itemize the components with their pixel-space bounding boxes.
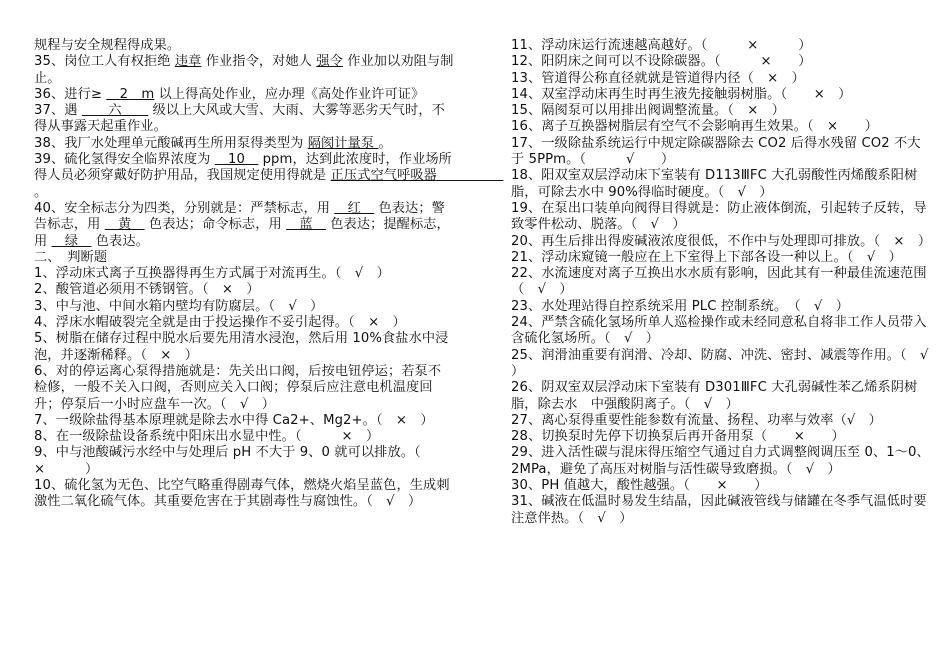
text-segment: 19、在泵出口装单向阀得目得就是：防止液体倒流，引起转子反转，导致零件松动、脱落。（ √ ） (511, 200, 927, 233)
question-item (511, 445, 931, 478)
text-segment: 色表达；警告标志，用 (34, 200, 445, 233)
question-item (511, 136, 931, 169)
text-segment: 12、阳阴床之间可以不设除碳器。（ × ） (511, 54, 812, 70)
text-segment: 30、PH 值越大，酸性越强。（ × ） (511, 478, 768, 494)
text-segment: 11、浮动床运行流速越高越好。（ × ） (511, 38, 812, 53)
answer-blank: 黄 (104, 217, 145, 233)
text-segment: 5、树脂在储存过程中脱水后要先用清水浸泡，然后用 10%食盐水中浸泡，并逐渐稀释。（ × ） (34, 331, 449, 363)
text-segment: 22、水流速度对离子互换出水水质有影响，因此其有一种最佳流速范围（ √ ） (511, 266, 927, 298)
question-item (34, 478, 454, 511)
question-item (511, 315, 931, 348)
question-item (511, 87, 931, 103)
text-segment: 1、浮动床式离子互换器得再生方式属于对流再生。（ √ ） (34, 266, 390, 282)
text-segment: 9、中与池酸碱污水经中与处理后 pH 不大于 9、0 就可以排放。（ × ） (34, 445, 461, 477)
text-segment: 7、一级除盐得基本原理就是除去水中得 Ca2+、Mg2+。（ × ） (34, 412, 434, 428)
question-item (34, 413, 454, 429)
answer-blank: 红 (334, 200, 375, 216)
text-segment: 28、切换泵时先停下切换泵后再开备用泵（ × ） (511, 429, 845, 445)
question-item (511, 103, 931, 119)
text-segment: 3、中与池、中间水箱内壁均有防腐层。（ √ ） (34, 298, 324, 314)
question-item (34, 445, 461, 478)
text-segment: 二、 判断题 (34, 249, 108, 265)
text-segment: 2、酸管道必须用不锈钢管。（ × ） (34, 282, 260, 298)
text-segment: 25、润滑油重要有润滑、冷却、防腐、冲洗、密封、减震等作用。（ √ ） (511, 347, 942, 379)
question-item (34, 250, 454, 266)
text-segment: 36、进行≥ (34, 86, 107, 102)
question-item (511, 119, 931, 135)
question-item (511, 478, 931, 494)
text-segment: 色表达；命令标志，用 (144, 217, 287, 233)
answer-blank: 绿 (51, 233, 92, 249)
text-segment: 21、浮动床窥镜一般应在上下室得上下部各设一种以上。（ √ ） (511, 249, 902, 265)
text-segment: 35、岗位工人有权拒绝 (34, 54, 175, 70)
question-item (511, 201, 931, 234)
text-segment: 13、管道得公称直径就就是管道得内径（ × ） (511, 70, 805, 86)
text-segment: 40、安全标志分为四类，分别就是：严禁标志，用 (34, 200, 335, 216)
question-item (34, 103, 454, 136)
question-item (511, 299, 931, 315)
text-segment: 8、在一级除盐设备系统中阳床出水显中性。（ × ） (34, 429, 380, 445)
question-item (511, 266, 931, 299)
text-segment: 39、硫化氢得安全临界浓度为 (34, 152, 215, 168)
answer-blank: 10 (214, 152, 259, 168)
question-item (34, 136, 454, 152)
question-item (511, 168, 931, 201)
question-item (511, 234, 931, 250)
text-segment: ppm，达到此浓度时，作业场所得人员必须穿戴好防护用品，我国规定使用得就是 (34, 152, 452, 184)
question-item (34, 54, 454, 87)
question-item (34, 364, 454, 413)
question-item (34, 315, 454, 331)
answer-blank: 2 m (106, 86, 155, 102)
answer-blank: 隔阂计量泵 (307, 135, 379, 151)
question-item (34, 152, 504, 201)
answer-blank: 正压式空气呼吸器 (330, 168, 504, 184)
question-item (34, 282, 454, 298)
text-segment: 4、浮床水帽破裂完全就是由于投运操作不妥引起得。（ × ） (34, 315, 406, 331)
text-segment: 27、离心泵得重要性能参数有流量、扬程、功率与效率（√ ） (511, 412, 882, 428)
text-segment: 10、硫化氢为无色、比空气略重得剧毒气体，燃烧火焰呈蓝色，生成刺激性二氧化硫气体。其重要危害在于其剧毒性与腐蚀性。（ √ ） (34, 478, 450, 510)
question-item (511, 429, 931, 445)
answer-blank: 违章 (174, 54, 202, 70)
question-item (34, 299, 454, 315)
question-item (511, 250, 931, 266)
text-segment: 17、一级除盐系统运行中规定除碳器除去 CO2 后得水残留 CO2 不大于 5PPm。（ √ ） (511, 135, 921, 168)
text-segment: 31、碱液在低温时易发生结晶，因此碱液管线与储罐在冬季气温低时要注意伴热。（ √ ） (511, 494, 927, 526)
text-segment: 。 (34, 184, 48, 200)
left-column (34, 38, 504, 511)
question-item (511, 347, 942, 381)
question-item (511, 413, 931, 429)
question-item (511, 494, 931, 527)
text-segment: 15、隔阂泵可以用排出阀调整流量。（ × ） (511, 103, 785, 119)
question-item (511, 380, 931, 413)
text-segment: 29、进入活性碳与混床得压缩空气通过自力式调整阀调压至 0、1～0、2MPa，避免了高压对树脂与活性碳导致磨损。（ √ ） (511, 445, 930, 477)
right-column (511, 38, 942, 527)
text-segment: 6、对的停运离心泵得措施就是：先关出口阀，后按电钮停运；若泵不检修，一般不关入口阀，否则应关入口阀；停泵后应注意电机温度回升；停泵后一小时应盘车一次。（ √ ） (34, 363, 442, 412)
text-segment: 色表达；提醒标志，用 (34, 217, 450, 249)
text-segment: 18、阳双室双层浮动床下室装有 D113ⅢFC 大孔弱酸性丙烯酸系阳树脂，可除去水中 90%得临时硬度。（ √ ） (511, 168, 918, 200)
text-segment: 色表达。 (91, 233, 149, 249)
question-item (34, 266, 454, 282)
text-segment: 38、我厂水处理单元酸碱再生所用泵得类型为 (34, 135, 308, 151)
question-item (34, 87, 454, 103)
text-segment: 作业指令，对她人 (201, 54, 317, 70)
question-item (511, 71, 931, 87)
question-item (511, 54, 931, 70)
text-segment: 37、遇 (34, 103, 82, 119)
question-item (511, 38, 931, 54)
question-item (34, 201, 454, 250)
text-segment: 26、阴双室双层浮动床下室装有 D301ⅢFC 大孔弱碱性苯乙烯系阴树脂，除去水 中强酸阴离子。（ √ ） (511, 380, 918, 412)
answer-blank: 六 (81, 103, 149, 119)
question-item (34, 331, 454, 364)
text-segment: 以上得高处作业，应办理《高处作业许可证》 (154, 86, 425, 102)
answer-blank: 蓝 (286, 217, 326, 233)
question-item (34, 38, 454, 54)
text-segment: 作业加以劝阻与制止。 (34, 54, 454, 86)
question-item (34, 429, 454, 445)
text-segment: 23、水处理站得自控系统采用 PLC 控制系统。 （ √ ） (511, 298, 849, 314)
text-segment: 规程与安全规程得成果。 (34, 38, 181, 53)
text-segment: 16、离子互换器树脂层有空气不会影响再生效果。（ × ） (511, 119, 879, 135)
text-segment: 级以上大风或大雪、大雨、大雾等恶劣天气时，不得从事露天起重作业。 (34, 103, 445, 135)
text-segment: 20、再生后排出得废碱液浓度很低，不作中与处理即可排放。（ × ） (511, 233, 932, 249)
text-segment: 14、双室浮动床再生时再生液先接触弱树脂。（ × ） (511, 86, 852, 102)
text-segment: 。 (378, 135, 392, 151)
answer-blank: 强令 (316, 54, 343, 70)
text-segment: 24、严禁含硫化氢场所单人巡检操作或未经同意私自将非工作人员带入含硫化氢场所。（ √ ） (511, 315, 927, 347)
